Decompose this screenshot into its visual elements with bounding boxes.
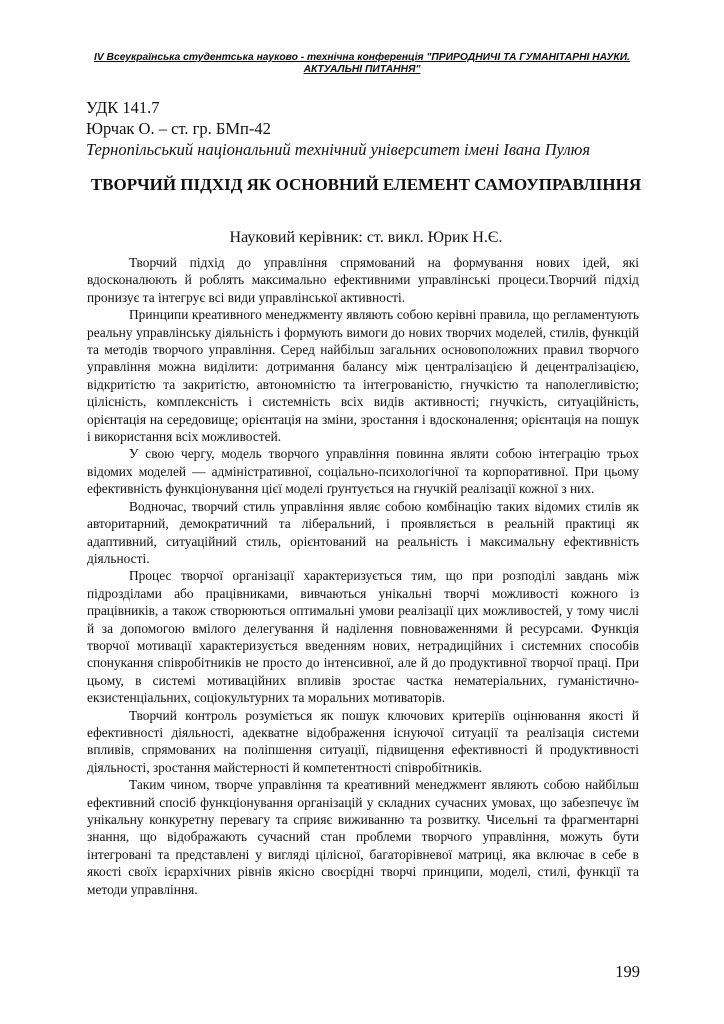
body-paragraph: Принципи креативного менеджменту являють собою керівні правила, що регламентують реальну управлінську діяльність і формують вимоги до нових творчих моделей, стилів, функцій та методів творчого управління. Серед найбільш загальних основоположних правил творчого управління можна виділити: дотримання балансу між централізацією й децентралізацією, відкритістю та закритістю, автономністю та інтегрованістю, гнучкістю та наполегливістю; цілісність, комплексність і системність всіх видів активності; гнучкість, ситуаційність, орієнтація на середовище; орієнтація на зміни, зростання і вдосконалення; орієнтація на пошук і використання всіх можливостей.: [87, 307, 639, 445]
body-paragraph: Творчий контроль розуміється як пошук ключових критеріїв оцінювання якості й ефективності діяльності, адекватне відображення існуючої ситуації та реалізація системи впливів, спрямованих на поліпшення ситуації, підвищення ефективності й продуктивності діяльності, зростання майстерності й компетентності співробітників.: [87, 707, 639, 775]
conference-header: IV Всеукраїнська студентська науково - технічна конференція "ПРИРОДНИЧІ ТА ГУМАНІТАРНІ НАУКИ. АКТУАЛЬНІ ПИТАННЯ": [93, 52, 631, 75]
supervisor-line: Науковий керівник: ст. викл. Юрик Н.Є.: [229, 229, 503, 246]
author-line: Юрчак О. – ст. гр. БМп-42: [86, 119, 271, 138]
article-meta: [86, 97, 646, 160]
institution-line: Тернопільський національний технічний університет імені Івана Пулюя: [86, 140, 591, 159]
article-title: ТВОРЧИЙ ПІДХІД ЯК ОСНОВНИЙ ЕЛЕМЕНТ САМОУПРАВЛІННЯ: [90, 175, 642, 194]
body-paragraph: Таким чином, творче управління та креативний менеджмент являють собою найбільш ефективний спосіб функціонування організацій у складних сучасних умовах, що забезпечує їм унікальну конкуретну перевагу та сприяє виживанню та розвитку. Чисельні та фрагментарні знання, що відображають сучасний стан проблеми творчого управління, можуть бути інтегровані та представлені у вигляді цілісної, багаторівневої матриці, яка включає в себе в якості своїх ієрархічних рівнів якісно своєрідні творчі принципи, моделі, стилі, функції та методи управління.: [87, 777, 639, 897]
body-paragraph: Водночас, творчий стиль управління являє собою комбінацію таких відомих стилів як авторитарний, демократичний та ліберальний, і проявляється в реальній практиці як адаптивний, ситуаційний стиль, орієнтований на реальність і максимальну ефективність діяльності.: [87, 498, 639, 566]
udk-code: УДК 141.7: [86, 98, 160, 117]
page-number: 199: [615, 962, 640, 981]
body-paragraph: У свою чергу, модель творчого управління повинна являти собою інтеграцію трьох відомих моделей — адміністративної, соціально-психологічної та корпоративної. При цьому ефективність функціонування цієї моделі ґрунтується на гнучкій реалізації кожної з них.: [87, 446, 639, 497]
body-paragraph: Творчий підхід до управління спрямований на формування нових ідей, які вдосконалюють й роблять максимально ефективними управлінські процеси.Творчий підхід пронизує та інтегрує всі види управлінської активності.: [87, 255, 639, 305]
article-body: [87, 254, 639, 898]
body-paragraph: Процес творчої організації характеризується тим, що при розподілі завдань між підрозділами або працівниками, вивчаються унікальні творчі можливості кожного із працівників, а також створюються оптимальні умови реалізації цих можливостей, у тому числі й за допомогою вмілого делегування й наділення повноваженнями й ресурсами. Функція творчої мотивації характеризується введенням нових, нетрадиційних і системних способів спонукання співробітників не просто до інтенсивної, але й до продуктивної творчої праці. При цьому, в системі мотиваційних впливів зростає частка нематеріальних, гуманістично-екзистенціальних, соціокультурних та моральних мотиваторів.: [87, 568, 639, 706]
